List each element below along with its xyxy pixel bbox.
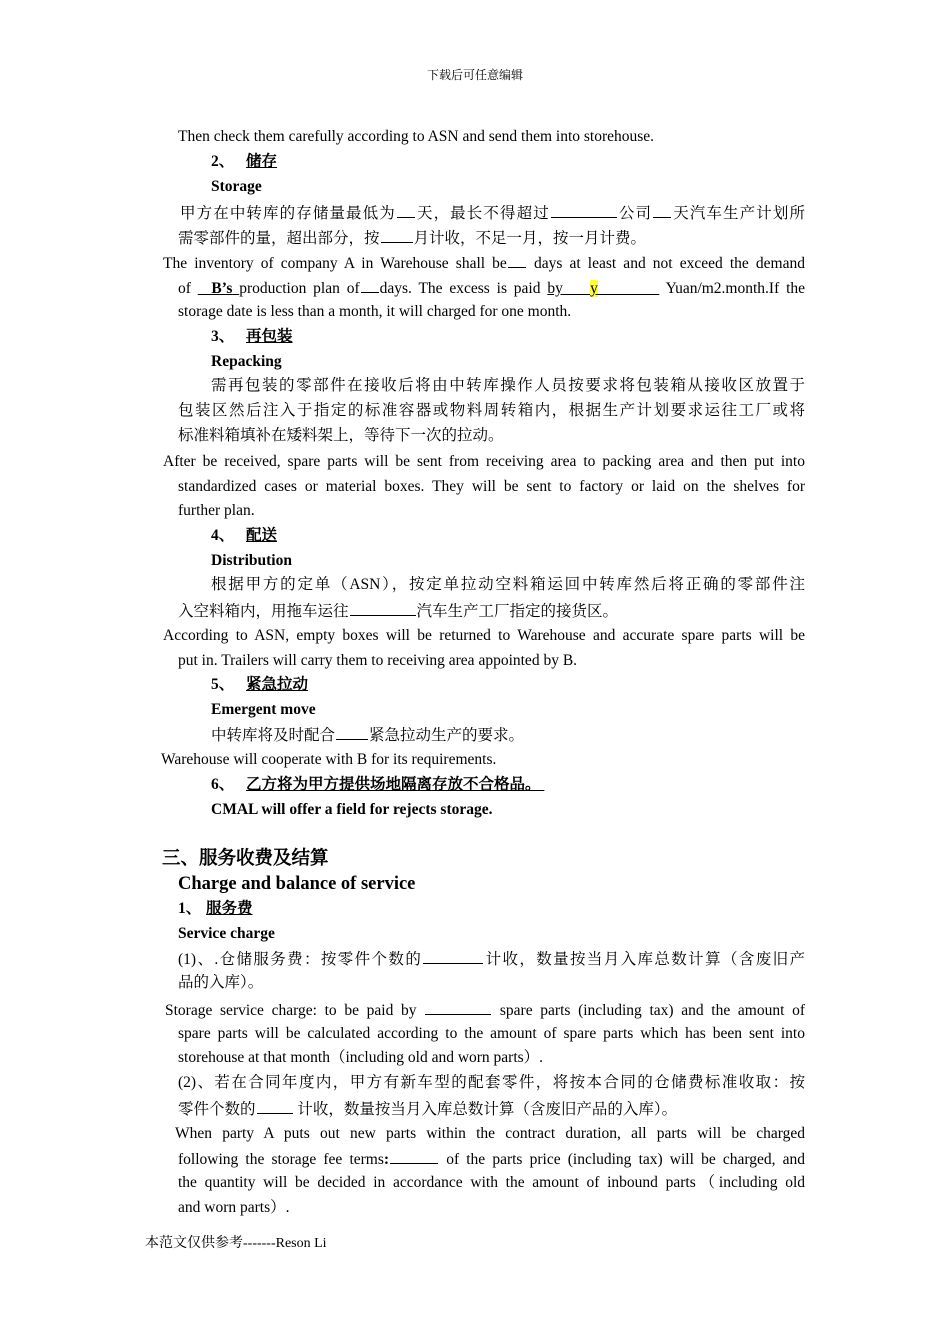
paragraph-line: Storage service charge: to be paid by spare parts (including tax) and the amount of — [165, 999, 805, 1021]
paragraph-line: (2)、若在合同年度内，甲方有新车型的配套零件，将按本合同的仓储费标准收取：按 — [178, 1074, 805, 1091]
section-title-en: Storage — [211, 178, 262, 195]
paragraph-line: 零件个数的 计收，数量按当月入库总数计算（含废旧产品的入库）。 — [178, 1098, 677, 1120]
section-number: 3、 — [211, 328, 235, 345]
paragraph-line: 品的入库）。 — [178, 974, 264, 991]
paragraph-line: put in. Trailers will carry them to receiving area appointed by B. — [178, 652, 578, 669]
part-title: 三、服务收费及结算 — [162, 849, 329, 869]
page-footer: 本范文仅供参考-------Reson Li — [145, 1236, 327, 1251]
section-title: 再包装 — [246, 328, 293, 345]
paragraph-line: According to ASN, empty boxes will be returned to Warehouse and accurate spare parts will be — [163, 627, 805, 644]
section-title-en: Emergent move — [211, 701, 316, 718]
paragraph-line: 甲方在中转库的存储量最低为 天，最长不得超过 公司 天汽车生产计划所 — [180, 202, 805, 224]
paragraph-line: 中转库将及时配合 紧急拉动生产的要求。 — [211, 724, 524, 746]
section-title: 配送 — [246, 527, 278, 544]
section-title-en: Service charge — [178, 925, 275, 942]
paragraph-line: storage date is less than a month, it will charged for one month. — [178, 303, 572, 320]
section-title: 乙方将为甲方提供场地隔离存放不合格品。 — [246, 776, 541, 793]
paragraph-line: 需零部件的量，超出部分，按 月计收，不足一月，按一月计费。 — [178, 227, 646, 249]
paragraph-line: When party A puts out new parts within the contract duration, all parts will be charged — [175, 1125, 805, 1142]
paragraph-line: (1)、.仓储服务费：按零件个数的 计收，数量按当月入库总数计算（含废旧产 — [178, 948, 805, 970]
section-title: 紧急拉动 — [246, 676, 309, 693]
paragraph-line: Then check them carefully according to ASN and send them into storehouse. — [178, 128, 655, 145]
paragraph-line: 入空料箱内，用拖车运往 汽车生产工厂指定的接货区。 — [178, 600, 618, 622]
section-title: 储存 — [246, 153, 278, 170]
paragraph-line: 标准料箱填补在矮料架上，等待下一次的拉动。 — [178, 427, 504, 444]
section-number: 6、 — [211, 776, 235, 793]
paragraph-line: The inventory of company A in Warehouse shall be days at least and not exceed the demand — [163, 252, 805, 274]
section-number: 5、 — [211, 676, 235, 693]
paragraph-line: After be received, spare parts will be sent from receiving area to packing area and then put into — [163, 453, 805, 470]
paragraph-line: following the storage fee terms: of the parts price (including tax) will be charged, and — [178, 1148, 805, 1170]
paragraph-line: 需再包装的零部件在接收后将由中转库操作人员按要求将包装箱从接收区放置于 — [211, 377, 805, 394]
section-title-en: Distribution — [211, 552, 292, 569]
section-number: 4、 — [211, 527, 235, 544]
section-title-en: Repacking — [211, 353, 282, 370]
paragraph-line: standardized cases or material boxes. They will be sent to factory or laid on the shelves for — [178, 478, 805, 495]
paragraph-line: 包装区然后注入于指定的标准容器或物料周转箱内，根据生产计划要求运往工厂或将 — [178, 402, 805, 419]
paragraph-line: of B’s production plan of days. The excess is paid by y Yuan/m2.month.If the — [178, 277, 805, 299]
section-number: 2、 — [211, 153, 235, 170]
paragraph-line: spare parts will be calculated according to the amount of spare parts which has been sent into — [178, 1025, 805, 1042]
paragraph-line: further plan. — [178, 502, 255, 519]
paragraph-line: the quantity will be decided in accordance with the amount of inbound parts（including old — [178, 1174, 805, 1191]
part-title-en: Charge and balance of service — [178, 874, 416, 894]
paragraph-line: Warehouse will cooperate with B for its requirements. — [161, 751, 497, 768]
paragraph-line: 根据甲方的定单（ASN），按定单拉动空料箱运回中转库然后将正确的零部件注 — [211, 576, 805, 593]
paragraph-line: storehouse at that month（including old and worn parts）. — [178, 1049, 544, 1066]
section-number: 1、 — [178, 900, 202, 917]
page-header: 下载后可任意编辑 — [426, 68, 523, 82]
section-title-en: CMAL will offer a field for rejects storage. — [211, 801, 493, 818]
paragraph-line: and worn parts）. — [178, 1199, 290, 1216]
section-title: 服务费 — [206, 900, 253, 917]
